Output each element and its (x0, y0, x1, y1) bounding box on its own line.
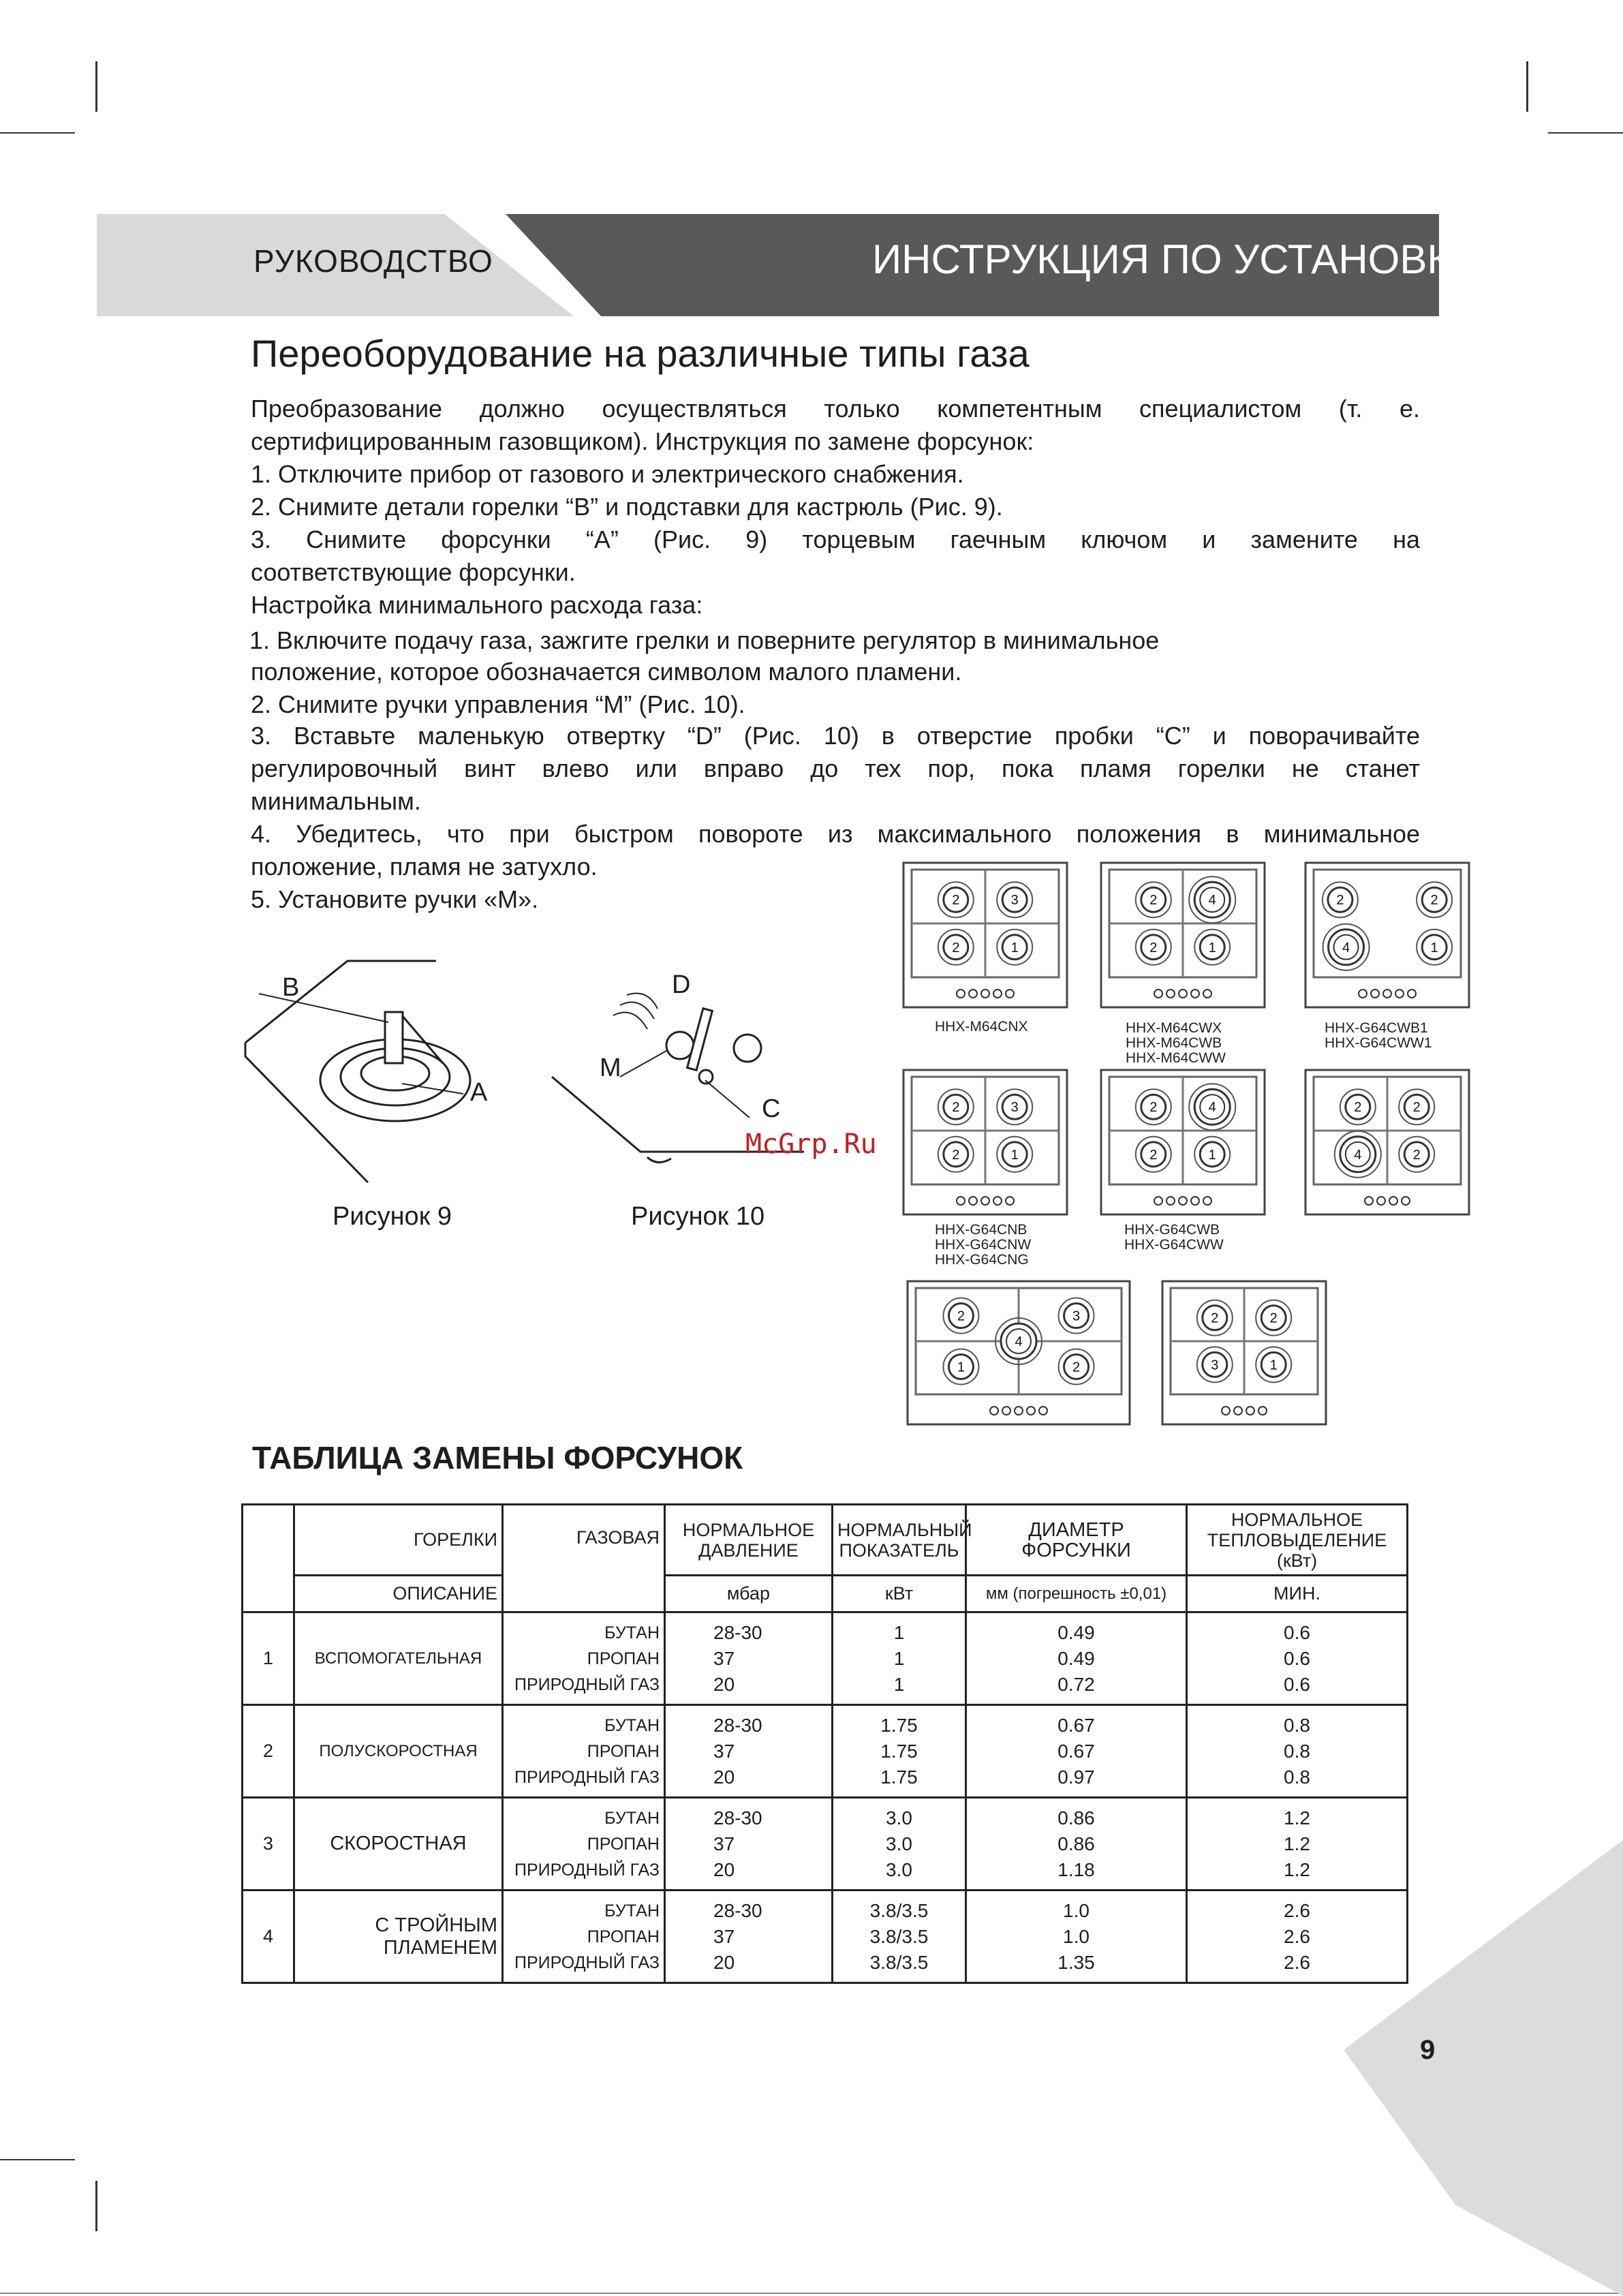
burner-name: ВСПОМОГАТЕЛЬНАЯ (294, 1612, 503, 1705)
cell-value: 28-30 (713, 1714, 762, 1736)
cell-value: ПРОПАН (587, 1834, 660, 1854)
control-knob (1222, 1407, 1230, 1415)
cell-value: 3.0 (886, 1833, 912, 1854)
burner-number: 4 (1208, 1100, 1216, 1116)
burner-number: 1 (1010, 940, 1019, 955)
hob-diagram (1100, 861, 1266, 1009)
burner-number: 1 (1208, 1147, 1216, 1163)
burner-number: 2 (1412, 1100, 1421, 1116)
gas-types (503, 1798, 665, 1891)
cell-value: 1.0 (1063, 1899, 1089, 1921)
cell-value: 28-30 (713, 1621, 762, 1643)
control-knob (1015, 1407, 1023, 1415)
heat-values (1187, 1891, 1408, 1983)
figure-9-caption: Рисунок 9 (333, 1202, 452, 1231)
burner-number: 2 (1211, 1311, 1219, 1326)
header-heat: НОРМАЛЬНОЕ ТЕПЛОВЫДЕЛЕНИЕ (кВт) (1187, 1505, 1408, 1576)
gas-types (503, 1891, 665, 1983)
cell-value: БУТАН (604, 1901, 660, 1920)
crop-mark (0, 132, 75, 134)
cell-value: 3.8/3.5 (869, 1899, 929, 1921)
figure-10-label-c: C (762, 1095, 781, 1123)
hob-model-list (935, 1223, 1031, 1268)
pressure-values (665, 1798, 833, 1891)
hob-diagram (906, 1280, 1131, 1426)
subheading: Настройка минимального расхода газа: (251, 591, 703, 619)
burner-number: 2 (1336, 893, 1344, 908)
pressure-values (665, 1612, 833, 1705)
control-knob (1395, 990, 1404, 998)
row-number: 1 (243, 1612, 294, 1705)
cell-value: 0.6 (1284, 1621, 1310, 1643)
burner-number: 4 (1208, 893, 1216, 908)
control-knob (993, 1197, 1002, 1205)
cell-value: 2.6 (1284, 1899, 1310, 1921)
model-label: HHX-G64CWW1 (1325, 1035, 1432, 1051)
burner-number: 3 (1010, 893, 1019, 908)
control-knob (1402, 1197, 1410, 1205)
cell-value: ПРИРОДНЫЙ ГАЗ (514, 1860, 660, 1880)
cell-value: 0.67 (1057, 1740, 1095, 1762)
burner-number: 2 (952, 893, 960, 908)
figure-9-label-a: A (470, 1078, 488, 1107)
gas-types (503, 1705, 665, 1798)
diameter-values (966, 1612, 1187, 1705)
hob-model-list (1325, 1021, 1432, 1051)
hob-diagram (1304, 1069, 1470, 1216)
diameter-values (966, 1798, 1187, 1891)
burner-number: 2 (957, 1308, 965, 1324)
header-diameter: ДИАМЕТР ФОРСУНКИ (966, 1505, 1187, 1576)
cell-value: 0.6 (1284, 1673, 1310, 1695)
control-knob (1371, 990, 1379, 998)
units-pressure: мбар (665, 1576, 833, 1612)
control-knob (981, 1197, 989, 1205)
model-label: HHX-G64CNW (935, 1237, 1032, 1253)
model-label: HHX-G64CWB (1124, 1222, 1220, 1238)
header-pressure: НОРМАЛЬНОЕ ДАВЛЕНИЕ (665, 1505, 833, 1576)
control-knob (1166, 1197, 1175, 1205)
step-line: 2. Снимите ручки управления “M” (Рис. 10). (251, 690, 745, 718)
control-knob (1179, 1197, 1187, 1205)
heat-values (1187, 1612, 1408, 1705)
control-knob (981, 990, 989, 998)
nozzle-table (241, 1503, 1408, 1984)
row-number: 4 (243, 1891, 294, 1983)
header-rating: НОРМАЛЬНЫЙ ПОКАЗАТЕЛЬ (833, 1505, 966, 1576)
control-knob (1258, 1407, 1267, 1415)
burner-number: 2 (1354, 1100, 1362, 1116)
burner-number: 3 (1010, 1100, 1019, 1116)
table-units-row (243, 1576, 1408, 1612)
control-knob (1408, 990, 1416, 998)
cell-value: 0.86 (1057, 1833, 1095, 1854)
step-line: регулировочный винт влево или вправо до тех пор, пока пламя горелки не станет (251, 754, 1420, 782)
cell-value: 1.75 (880, 1714, 918, 1736)
cell-value: 3.8/3.5 (869, 1925, 929, 1947)
burner-number: 1 (1208, 940, 1216, 955)
burner-number: 4 (1342, 940, 1350, 955)
cell-value: 1.75 (880, 1740, 918, 1762)
burner-number: 2 (1412, 1147, 1421, 1163)
burner-number: 2 (952, 1147, 960, 1163)
model-label: HHX-G64CWB1 (1325, 1020, 1428, 1036)
cell-value: 1 (893, 1647, 905, 1669)
cell-value: ПРИРОДНЫЙ ГАЗ (514, 1674, 660, 1694)
step-line: минимальным. (251, 787, 421, 815)
burner-number: 2 (1149, 940, 1158, 955)
hob-diagram (1161, 1280, 1327, 1426)
cell-value: 0.67 (1057, 1714, 1095, 1736)
row-number: 3 (243, 1798, 294, 1891)
table-body (243, 1612, 1408, 1983)
rating-values (833, 1798, 966, 1891)
cell-value: ПРОПАН (587, 1927, 660, 1946)
cell-value: 20 (713, 1951, 735, 1973)
cell-value: ПРИРОДНЫЙ ГАЗ (514, 1767, 660, 1787)
diameter-values (966, 1891, 1187, 1983)
cell-value: 1.2 (1284, 1858, 1310, 1880)
burner-name: ПОЛУСКОРОСТНАЯ (294, 1705, 503, 1798)
cell-value: 37 (713, 1925, 735, 1947)
burner-number: 2 (1149, 1147, 1158, 1163)
units-rating: кВт (833, 1576, 966, 1612)
cell-value: 1.75 (880, 1766, 918, 1788)
model-label: HHX-G64CNG (935, 1252, 1029, 1268)
cell-value: 3.0 (886, 1807, 912, 1828)
hob-diagram (1100, 1069, 1266, 1216)
hob-diagram (902, 861, 1068, 1009)
control-knob (1006, 990, 1014, 998)
table-title: ТАБЛИЦА ЗАМЕНЫ ФОРСУНОК (252, 1440, 743, 1475)
control-knob (1246, 1407, 1254, 1415)
cell-value: 1 (893, 1673, 905, 1695)
model-label: HHX-M64CWW (1126, 1050, 1226, 1066)
burner-number: 1 (957, 1360, 965, 1375)
burner-number: 1 (1430, 940, 1438, 955)
bottom-rule (0, 2293, 1623, 2294)
figure-10-label-m: M (600, 1054, 621, 1082)
cell-value: ПРОПАН (587, 1649, 660, 1668)
step-line: положение, пламя не затухло. (251, 853, 598, 881)
burner-number: 2 (952, 940, 960, 955)
cell-value: 20 (713, 1673, 735, 1695)
step-line: 5. Установите ручки «M». (251, 885, 539, 913)
control-knob (1203, 1197, 1211, 1205)
table-header-row (243, 1505, 1408, 1576)
cell-value: 0.8 (1284, 1766, 1310, 1788)
pressure-values (665, 1891, 833, 1983)
control-knob (969, 990, 977, 998)
paragraph-line: Преобразование должно осуществляться только компетентным специалистом (т. е. (251, 395, 1420, 423)
cell-value: 2.6 (1284, 1925, 1310, 1947)
hob-model-list (1126, 1021, 1226, 1066)
control-knob (1154, 1197, 1162, 1205)
control-knob (1027, 1407, 1035, 1415)
step-line: 3. Снимите форсунки “A” (Рис. 9) торцевым гаечным ключом и замените на (251, 525, 1420, 553)
cell-value: 0.49 (1057, 1647, 1095, 1669)
cell-value: БУТАН (604, 1715, 660, 1735)
crop-mark (1526, 61, 1528, 112)
model-label: HHX-M64CWX (1126, 1020, 1222, 1036)
diameter-values (966, 1705, 1187, 1798)
control-knob (1365, 1197, 1373, 1205)
rating-values (833, 1891, 966, 1983)
cell-value: 0.72 (1057, 1673, 1095, 1695)
table-row (243, 1798, 1408, 1891)
paragraph-line: сертифицированным газовщиком). Инструкция по замене форсунок: (251, 427, 1034, 455)
cell-value: 1.0 (1063, 1925, 1089, 1947)
control-knob (1383, 990, 1391, 998)
cell-value: 2.6 (1284, 1951, 1310, 1973)
step-line: 4. Убедитесь, что при быстром повороте из максимального положения в минимальное (251, 820, 1420, 848)
step-line: соответствующие форсунки. (251, 558, 576, 586)
burner-name: СКОРОСТНАЯ (294, 1798, 503, 1891)
cell-value: 0.8 (1284, 1740, 1310, 1762)
cell-value: 20 (713, 1766, 735, 1788)
step-line: 1. Включите подачу газа, зажгите грелки и поверните регулятор в минимальное (249, 626, 1160, 654)
rating-values (833, 1705, 966, 1798)
page-title: Переоборудование на различные типы газа (251, 332, 1030, 375)
cell-value: 1.2 (1284, 1833, 1310, 1854)
burner-number: 1 (1269, 1358, 1278, 1373)
burner-number: 2 (1149, 893, 1158, 908)
rating-values (833, 1612, 966, 1705)
cell-value: 1.2 (1284, 1807, 1310, 1828)
control-knob (1377, 1197, 1385, 1205)
cell-value: 3.8/3.5 (869, 1951, 929, 1973)
cell-value: 3.0 (886, 1858, 912, 1880)
gas-types (503, 1612, 665, 1705)
cell-value: 28-30 (713, 1807, 762, 1828)
cell-value: ПРОПАН (587, 1741, 660, 1761)
cell-value: ПРИРОДНЫЙ ГАЗ (514, 1953, 660, 1972)
control-knob (1203, 990, 1211, 998)
row-number: 2 (243, 1705, 294, 1798)
control-knob (1234, 1407, 1242, 1415)
figure-10-label-d: D (672, 970, 691, 999)
burner-number: 2 (1149, 1100, 1158, 1116)
control-knob (969, 1197, 977, 1205)
cell-value: 1.18 (1057, 1858, 1095, 1880)
heat-values (1187, 1705, 1408, 1798)
control-knob (1191, 990, 1199, 998)
header-chapter-title: ИНСТРУКЦИЯ ПО УСТАНОВКЕ (872, 236, 1479, 282)
model-label: HHX-G64CWW (1124, 1237, 1224, 1253)
control-knob (1191, 1197, 1199, 1205)
cell-value: 1 (893, 1621, 905, 1643)
header-section-label: РУКОВОДСТВО (253, 243, 493, 279)
units-diameter: мм (погрешность ±0,01) (966, 1576, 1187, 1612)
watermark: McGrp.Ru (745, 1129, 877, 1160)
control-knob (1389, 1197, 1397, 1205)
cell-value: 28-30 (713, 1899, 762, 1921)
pressure-values (665, 1705, 833, 1798)
burner-name: С ТРОЙНЫМ ПЛАМЕНЕМ (294, 1891, 503, 1983)
step-line: 3. Вставьте маленькую отвертку “D” (Рис. 10) в отверстие пробки “C” и поворачивайте (251, 722, 1420, 750)
table-row (243, 1891, 1408, 1983)
units-heat: МИН. (1187, 1576, 1408, 1612)
burner-number: 4 (1354, 1147, 1362, 1163)
header-gas: ГАЗОВАЯ (503, 1505, 665, 1612)
cell-value: БУТАН (604, 1623, 660, 1642)
cell-value: 37 (713, 1740, 735, 1762)
figure-10-caption: Рисунок 10 (631, 1202, 765, 1231)
crop-mark (1548, 132, 1623, 134)
units-description: ОПИСАНИЕ (294, 1576, 503, 1612)
burner-number: 3 (1211, 1358, 1219, 1373)
control-knob (990, 1407, 998, 1415)
cell-value: 0.49 (1057, 1621, 1095, 1643)
burner-number: 3 (1072, 1308, 1081, 1324)
cell-value: 0.8 (1284, 1714, 1310, 1736)
heat-values (1187, 1798, 1408, 1891)
control-knob (1359, 990, 1367, 998)
control-knob (957, 990, 965, 998)
control-knob (1179, 990, 1187, 998)
control-knob (993, 990, 1002, 998)
cell-value: 1.35 (1057, 1951, 1095, 1973)
cell-value: 0.97 (1057, 1766, 1095, 1788)
cell-value: БУТАН (604, 1808, 660, 1828)
cell-value: 0.6 (1284, 1647, 1310, 1669)
table-row (243, 1612, 1408, 1705)
cell-value: 0.86 (1057, 1807, 1095, 1828)
table-row (243, 1705, 1408, 1798)
figure-9-label-b: B (282, 973, 300, 1002)
cell-value: 20 (713, 1858, 735, 1880)
header-burners: ГОРЕЛКИ (294, 1505, 503, 1576)
burner-number: 2 (1430, 893, 1438, 908)
cell-value: 37 (713, 1647, 735, 1669)
control-knob (1166, 990, 1175, 998)
control-knob (1154, 990, 1162, 998)
burner-number: 2 (952, 1100, 960, 1116)
control-knob (1006, 1197, 1014, 1205)
crop-mark (95, 61, 97, 112)
crop-mark (0, 2159, 75, 2160)
step-line: положение, которое обозначается символом малого пламени. (251, 658, 962, 686)
burner-number: 2 (1269, 1311, 1278, 1326)
cell-value: 37 (713, 1833, 735, 1854)
model-label: HHX-M64CWB (1126, 1035, 1222, 1051)
burner-number: 4 (1015, 1334, 1023, 1349)
hob-diagram (1304, 861, 1470, 1009)
control-knob (957, 1197, 965, 1205)
figure-9-diagram (232, 947, 518, 1193)
crop-mark (95, 2181, 97, 2231)
step-line: 2. Снимите детали горелки “B” и подставки для кастрюль (Рис. 9). (251, 493, 1003, 521)
step-line: 1. Отключите прибор от газового и электрического снабжения. (251, 460, 964, 488)
hob-diagram (902, 1069, 1068, 1216)
model-label: HHX-M64CNX (935, 1019, 1028, 1035)
hob-model-list (935, 1020, 1028, 1035)
control-knob (1039, 1407, 1047, 1415)
control-knob (1002, 1407, 1010, 1415)
burner-number: 1 (1010, 1147, 1019, 1163)
model-label: HHX-G64CNB (935, 1222, 1027, 1238)
burner-number: 2 (1072, 1360, 1081, 1375)
page-number: 9 (1420, 2035, 1436, 2065)
hob-model-list (1124, 1223, 1224, 1253)
